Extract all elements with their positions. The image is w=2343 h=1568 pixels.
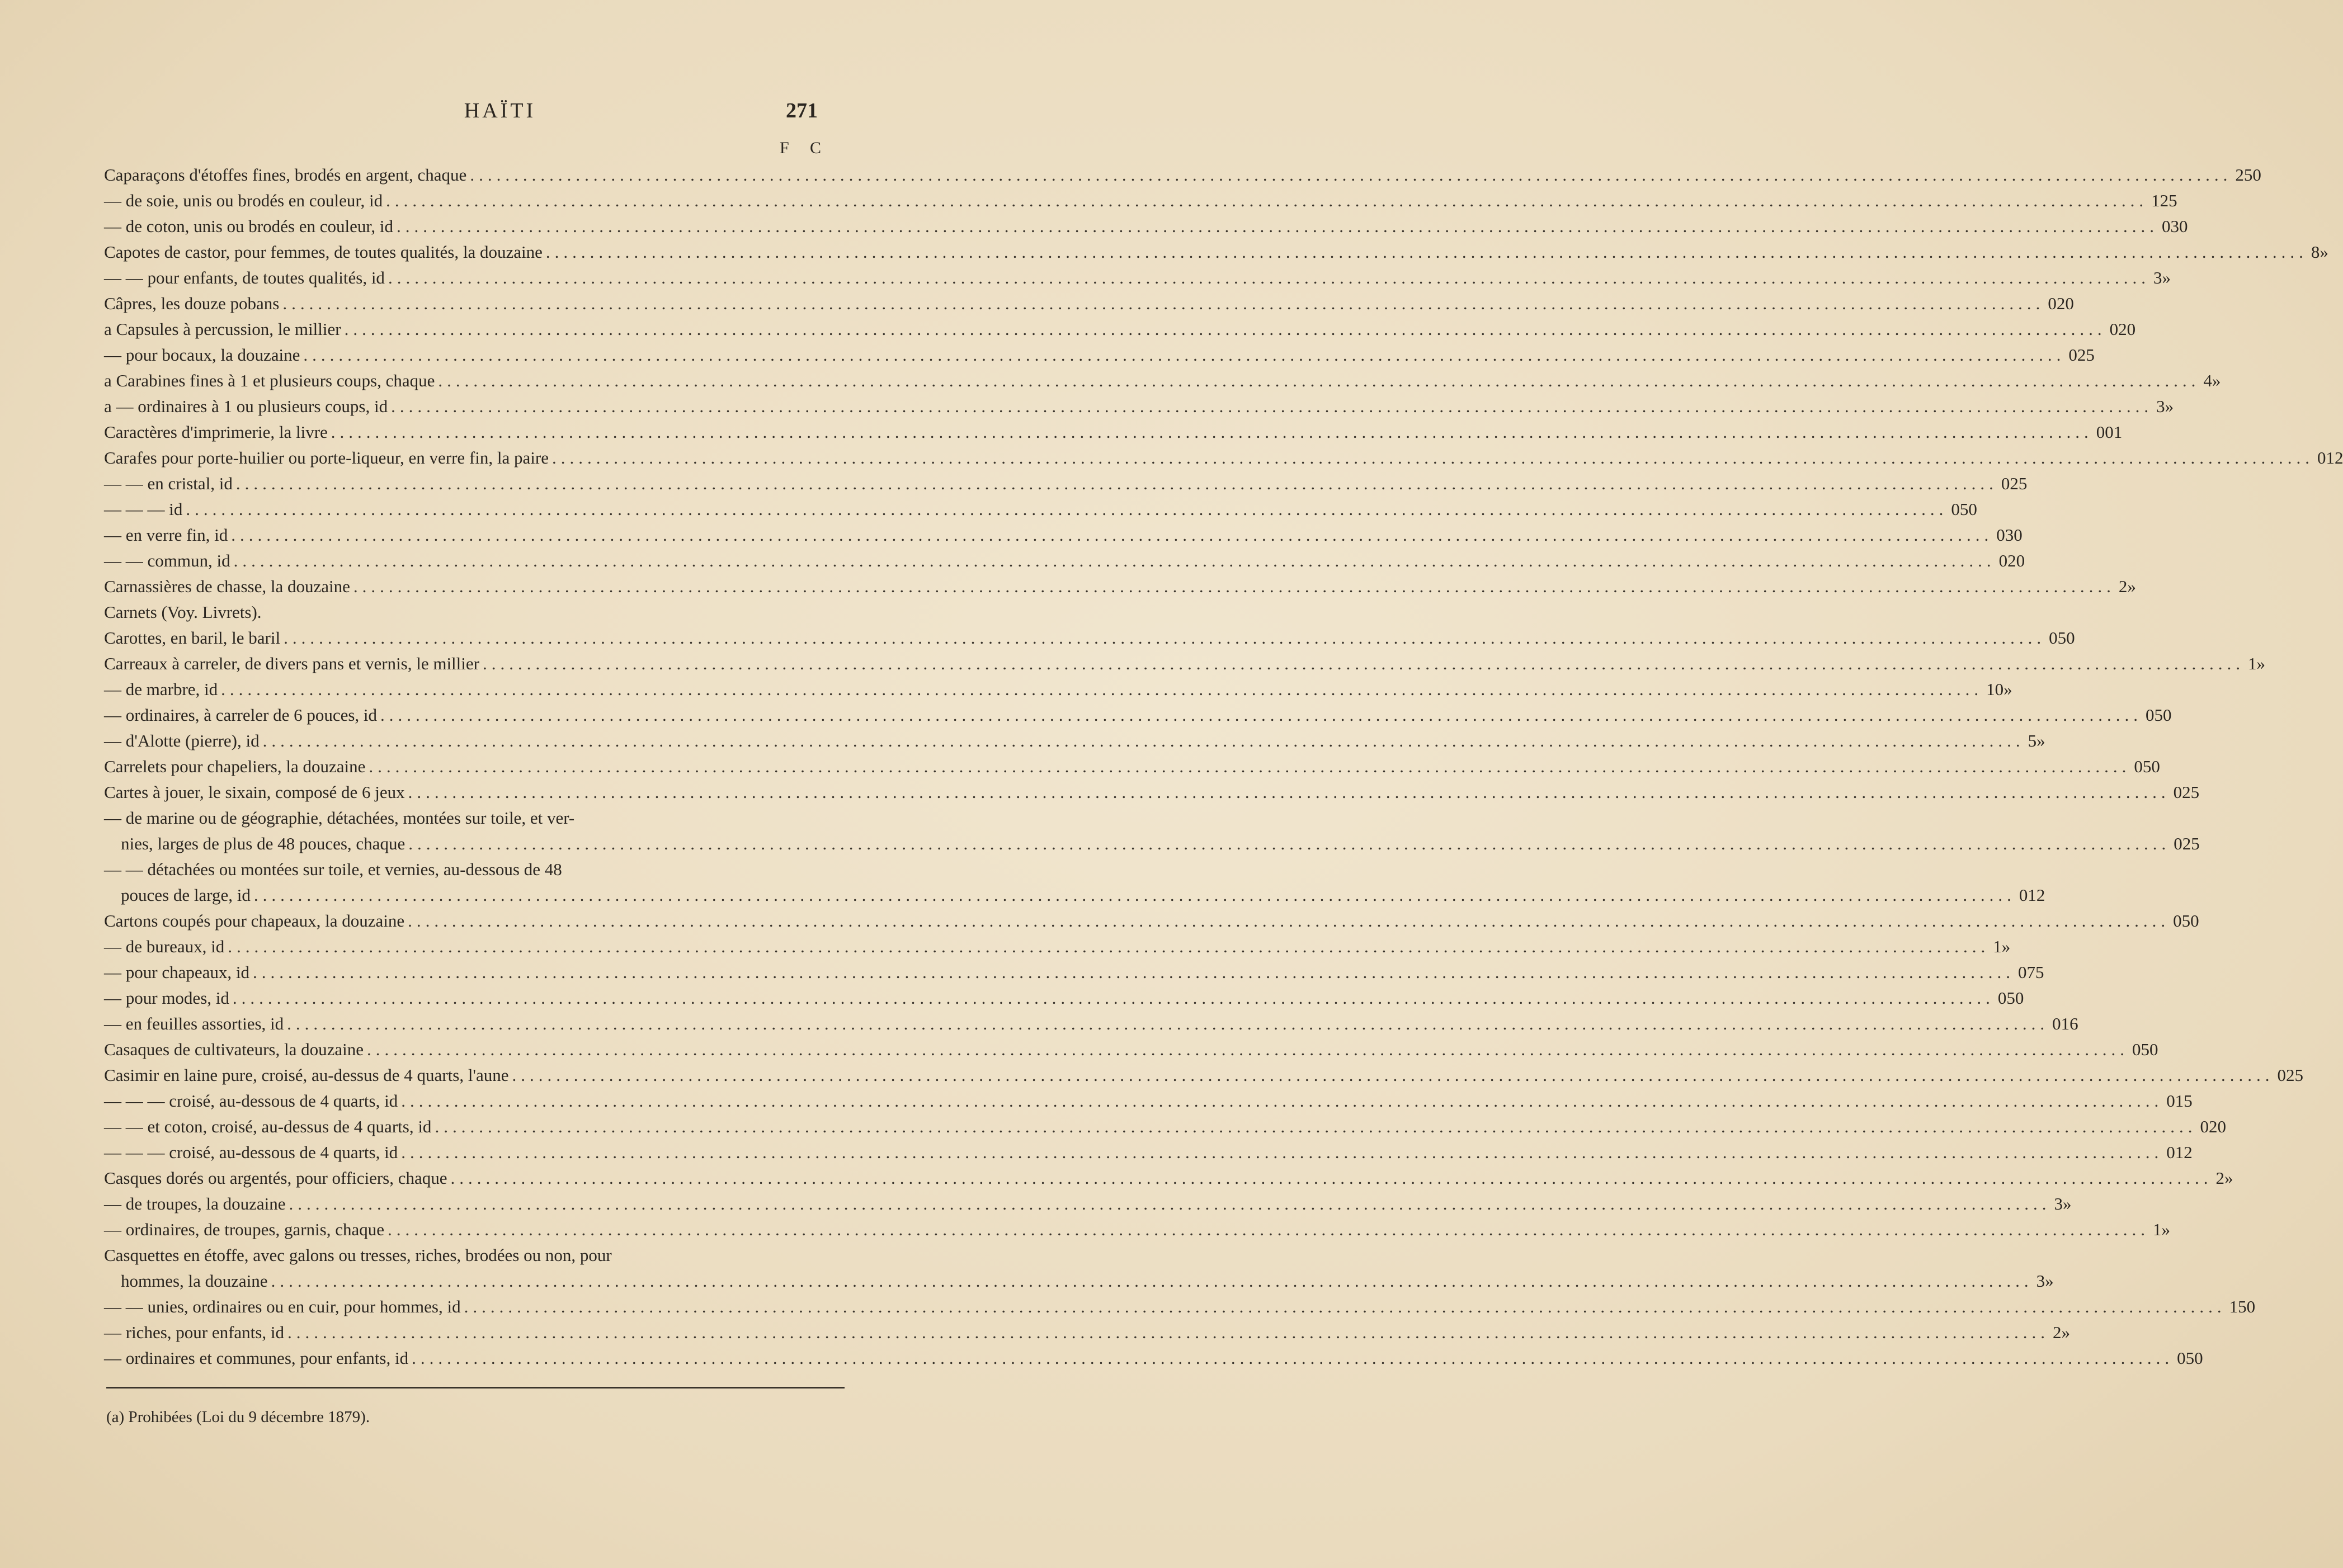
tariff-entry-list	[104, 162, 2343, 1371]
price-centimes: »	[2036, 731, 2045, 750]
price-francs: 0	[2200, 1117, 2209, 1136]
dot-leader: ........................................................................................................................................................................................................	[221, 679, 1983, 699]
tariff-item-text: nies, larges de plus de 48 pouces, chaque	[121, 834, 406, 853]
tariff-item-text: — de bureaux, id	[104, 937, 225, 956]
tariff-item-text: hommes, la douzaine	[121, 1271, 268, 1291]
tariff-item-text: Capotes de castor, pour femmes, de toutes qualités, la douzaine	[104, 242, 543, 262]
price-francs: 0	[2173, 782, 2182, 802]
tariff-item-text: Casimir en laine pure, croisé, au-dessus de 4 quarts, l'aune	[104, 1065, 509, 1085]
tariff-row	[104, 754, 2160, 780]
dot-leader: ........................................................................................................................................................................................................	[228, 937, 1990, 956]
tariff-item-text: Caractères d'imprimerie, la livre	[104, 422, 328, 442]
price-francs: 0	[2134, 757, 2143, 776]
price-centimes: 25	[2286, 1065, 2304, 1085]
price-francs: 3	[2156, 396, 2165, 416]
price-francs: 10	[1986, 679, 2004, 699]
tariff-row	[104, 857, 842, 882]
price-centimes: »	[2001, 937, 2011, 956]
tariff-item-text: — — — croisé, au-dessous de 4 quarts, id	[104, 1091, 398, 1111]
price-centimes: »	[2212, 371, 2221, 390]
price-centimes: 50	[2238, 1297, 2256, 1316]
price-francs: 0	[2017, 962, 2027, 982]
page-number: 271	[786, 99, 818, 122]
tariff-item-text: — en verre fin, id	[104, 525, 228, 545]
price-francs: 0	[2277, 1065, 2287, 1085]
tariff-item-text: — — unies, ordinaires ou en cuir, pour hommes, id	[104, 1297, 461, 1316]
tariff-item-text: — de marbre, id	[104, 679, 218, 699]
tariff-item-text: — — — id	[104, 499, 183, 519]
tariff-item-text: Carreaux à carreler, de divers pans et vernis, le millier	[104, 654, 479, 673]
tariff-row	[104, 445, 2343, 471]
tariff-row	[104, 239, 2328, 265]
dot-leader: ........................................................................................................................................................................................................	[253, 885, 2016, 905]
tariff-row	[104, 985, 2024, 1011]
price-francs: 0	[2166, 1142, 2175, 1162]
tariff-row	[104, 522, 2023, 548]
dot-leader: ........................................................................................................................................................................................................	[289, 1194, 2051, 1213]
tariff-row	[104, 1217, 2171, 1243]
tariff-row	[104, 960, 2044, 985]
price-francs: 1	[2153, 1220, 2162, 1239]
tariff-item-text: — pour bocaux, la douzaine	[104, 345, 300, 365]
dot-leader: ........................................................................................................................................................................................................	[380, 705, 2143, 725]
price-francs: 5	[2028, 731, 2037, 750]
dot-leader: ........................................................................................................................................................................................................	[388, 1220, 2150, 1239]
dot-leader: ........................................................................................................................................................................................................	[287, 1323, 2049, 1342]
price-francs: 4	[2203, 371, 2212, 390]
dot-leader: ........................................................................................................................................................................................................	[551, 448, 2314, 467]
price-francs: 0	[1997, 988, 2007, 1008]
tariff-item-text: Carnassières de chasse, la douzaine	[104, 577, 350, 596]
tariff-item-text: — — — croisé, au-dessous de 4 quarts, id	[104, 1142, 398, 1162]
tariff-row	[104, 1165, 2233, 1191]
dot-leader: ........................................................................................................................................................................................................	[331, 422, 2093, 442]
tariff-row	[104, 1140, 2193, 1165]
tariff-row	[104, 805, 842, 831]
price-francs: 0	[2048, 294, 2057, 313]
price-centimes: 15	[2175, 1091, 2193, 1111]
dot-leader: ........................................................................................................................................................................................................	[284, 628, 2046, 648]
tariff-row	[104, 368, 2221, 394]
tariff-row	[104, 548, 2025, 574]
price-centimes: 12	[2175, 1142, 2193, 1162]
price-francs: 0	[2132, 1040, 2141, 1059]
column-header-francs: F	[780, 139, 789, 157]
running-title: HAÏTI	[464, 99, 536, 122]
tariff-item-text: Caparaçons d'étoffes fines, brodés en argent, chaque	[104, 165, 467, 185]
price-francs: 0	[2317, 448, 2326, 467]
tariff-item-text: — ordinaires, à carreler de 6 pouces, id	[104, 705, 378, 725]
tariff-row	[104, 1062, 2304, 1088]
dot-leader: ........................................................................................................................................................................................................	[303, 345, 2066, 365]
tariff-item-text: a Carabines fines à 1 et plusieurs coups, chaque	[104, 371, 435, 390]
price-centimes: 25	[2182, 834, 2200, 853]
price-francs: 2	[2235, 165, 2244, 185]
tariff-item-text: — ordinaires et communes, pour enfants, id	[104, 1348, 409, 1368]
tariff-item-text: — d'Alotte (pierre), id	[104, 731, 260, 750]
tariff-item-text: — pour modes, id	[104, 988, 229, 1008]
tariff-row	[104, 1243, 842, 1268]
price-centimes: 50	[2154, 705, 2172, 725]
dot-leader: ........................................................................................................................................................................................................	[231, 525, 1993, 545]
price-francs: 3	[2153, 268, 2162, 287]
price-francs: 1	[2151, 191, 2160, 210]
price-centimes: 25	[2182, 782, 2200, 802]
price-centimes: 50	[1959, 499, 1977, 519]
price-centimes: 12	[2326, 448, 2343, 467]
tariff-item-text: — de coton, unis ou brodés en couleur, id	[104, 216, 394, 236]
tariff-item-text: Carrelets pour chapeliers, la douzaine	[104, 757, 366, 776]
tariff-row	[104, 265, 2171, 291]
price-centimes: 50	[2142, 757, 2160, 776]
price-francs: 1	[1993, 937, 2002, 956]
tariff-item-text: Carafes pour porte-huilier ou porte-liqueur, en verre fin, la paire	[104, 448, 549, 467]
tariff-row	[104, 1320, 2070, 1345]
tariff-row	[104, 702, 2172, 728]
dot-leader: ........................................................................................................................................................................................................	[344, 319, 2106, 339]
tariff-row	[104, 419, 2123, 445]
tariff-row	[104, 1011, 2078, 1037]
tariff-row	[104, 780, 2200, 805]
dot-leader: ........................................................................................................................................................................................................	[545, 242, 2308, 262]
price-centimes: 50	[2141, 1040, 2158, 1059]
price-centimes: 12	[2028, 885, 2045, 905]
price-centimes: »	[2224, 1168, 2233, 1188]
price-centimes: 20	[2118, 319, 2136, 339]
price-centimes: »	[2256, 654, 2265, 673]
tariff-row	[104, 471, 2028, 497]
tariff-item-text: pouces de large, id	[121, 885, 251, 905]
price-centimes: 50	[2185, 1348, 2203, 1368]
dot-leader: ........................................................................................................................................................................................................	[512, 1065, 2274, 1085]
price-centimes: »	[2061, 1323, 2070, 1342]
price-francs: 0	[2177, 1348, 2186, 1368]
dot-leader: ........................................................................................................................................................................................................	[438, 371, 2200, 390]
dot-leader: ........................................................................................................................................................................................................	[252, 962, 2015, 982]
tariff-row	[104, 1114, 2226, 1140]
tariff-row	[104, 1345, 2203, 1371]
price-centimes: »	[2127, 577, 2136, 596]
price-francs: 8	[2311, 242, 2320, 262]
tariff-row	[104, 1268, 2054, 1294]
price-centimes: 50	[2243, 165, 2261, 185]
dot-leader: ........................................................................................................................................................................................................	[287, 1014, 2049, 1033]
tariff-item-text: Cartes à jouer, le sixain, composé de 6 jeux	[104, 782, 405, 802]
tariff-row	[104, 677, 2012, 702]
price-francs: 3	[2054, 1194, 2063, 1213]
tariff-row	[104, 342, 2095, 368]
dot-leader: ........................................................................................................................................................................................................	[233, 551, 1996, 570]
price-centimes: 25	[2010, 474, 2028, 493]
tariff-row	[104, 625, 2075, 651]
dot-leader: ........................................................................................................................................................................................................	[412, 1348, 2174, 1368]
dot-leader: ........................................................................................................................................................................................................	[408, 834, 2171, 853]
price-centimes: »	[2003, 679, 2012, 699]
tariff-row	[104, 317, 2136, 342]
tariff-row	[104, 497, 1977, 522]
dot-leader: ........................................................................................................................................................................................................	[235, 474, 1998, 493]
tariff-item-text: — de troupes, la douzaine	[104, 1194, 286, 1213]
tariff-row	[104, 831, 2200, 857]
tariff-item-text: a — ordinaires à 1 ou plusieurs coups, id	[104, 396, 388, 416]
tariff-item-text: — pour chapeaux, id	[104, 962, 249, 982]
dot-leader: ........................................................................................................................................................................................................	[262, 731, 2025, 750]
price-francs: 1	[2247, 654, 2257, 673]
tariff-row	[104, 651, 2265, 677]
tariff-item-text: Câpres, les douze pobans	[104, 294, 280, 313]
tariff-item-text: — en feuilles assorties, id	[104, 1014, 284, 1033]
dot-leader: ........................................................................................................................................................................................................	[470, 165, 2232, 185]
price-francs: 1	[2229, 1297, 2238, 1316]
dot-leader: ........................................................................................................................................................................................................	[408, 911, 2170, 931]
price-francs: 3	[2036, 1271, 2045, 1291]
dot-leader: ........................................................................................................................................................................................................	[386, 191, 2148, 210]
tariff-item-text: Casques dorés ou argentés, pour officiers, chaque	[104, 1168, 447, 1188]
tariff-row	[104, 728, 2045, 754]
tariff-row	[104, 574, 2136, 599]
price-centimes: 16	[2061, 1014, 2078, 1033]
price-centimes: 25	[2077, 345, 2095, 365]
tariff-row	[104, 1088, 2193, 1114]
price-francs: 0	[2162, 216, 2171, 236]
tariff-item-text: — de soie, unis ou brodés en couleur, id	[104, 191, 383, 210]
price-francs: 0	[2173, 911, 2182, 931]
price-francs: 0	[2052, 1014, 2061, 1033]
dot-leader: ........................................................................................................................................................................................................	[408, 782, 2170, 802]
price-francs: 2	[2118, 577, 2128, 596]
price-centimes: 25	[2160, 191, 2177, 210]
tariff-row	[104, 394, 2174, 419]
tariff-item-text: — riches, pour enfants, id	[104, 1323, 284, 1342]
tariff-item-text: — — commun, id	[104, 551, 230, 570]
price-centimes: »	[2161, 1220, 2171, 1239]
tariff-item-text: — — détachées ou montées sur toile, et vernies, au-dessous de 48	[104, 859, 562, 879]
price-centimes: »	[2045, 1271, 2054, 1291]
tariff-row	[104, 188, 2177, 214]
price-francs: 0	[2146, 705, 2155, 725]
price-francs: 0	[2166, 1091, 2175, 1111]
price-francs: 0	[1951, 499, 1960, 519]
tariff-row	[104, 1294, 2256, 1320]
dot-leader: ........................................................................................................................................................................................................	[271, 1271, 2033, 1291]
tariff-item-text: — — pour enfants, de toutes qualités, id	[104, 268, 385, 287]
tariff-item-text: Casaques de cultivateurs, la douzaine	[104, 1040, 364, 1059]
price-centimes: 20	[2208, 1117, 2226, 1136]
dot-leader: ........................................................................................................................................................................................................	[366, 1040, 2129, 1059]
tariff-item-text: Carottes, en baril, le baril	[104, 628, 281, 648]
dot-leader: ........................................................................................................................................................................................................	[186, 499, 1948, 519]
price-francs: 2	[2215, 1168, 2225, 1188]
tariff-row	[104, 599, 842, 625]
price-centimes: 75	[2026, 962, 2044, 982]
tariff-item-text: — — en cristal, id	[104, 474, 233, 493]
dot-leader: ........................................................................................................................................................................................................	[232, 988, 1995, 1008]
price-centimes: »	[2063, 1194, 2072, 1213]
dot-leader: ........................................................................................................................................................................................................	[282, 294, 2045, 313]
price-centimes: »	[2165, 396, 2174, 416]
price-centimes: »	[2162, 268, 2171, 287]
dot-leader: ........................................................................................................................................................................................................	[482, 654, 2245, 673]
tariff-row	[104, 162, 2261, 188]
tariff-row	[104, 1191, 2072, 1217]
dot-leader: ........................................................................................................................................................................................................	[397, 216, 2159, 236]
dot-leader: ........................................................................................................................................................................................................	[401, 1142, 2163, 1162]
dot-leader: ........................................................................................................................................................................................................	[464, 1297, 2226, 1316]
dot-leader: ........................................................................................................................................................................................................	[450, 1168, 2213, 1188]
tariff-item-text: — de marine ou de géographie, détachées, montées sur toile, et ver-	[104, 808, 575, 828]
dot-leader: ........................................................................................................................................................................................................	[435, 1117, 2197, 1136]
price-francs: 0	[1996, 525, 2005, 545]
dot-leader: ........................................................................................................................................................................................................	[369, 757, 2131, 776]
tariff-item-text: Cartons coupés pour chapeaux, la douzaine	[104, 911, 405, 931]
price-centimes: 50	[2006, 988, 2024, 1008]
dot-leader: ........................................................................................................................................................................................................	[401, 1091, 2163, 1111]
price-francs: 0	[2096, 422, 2105, 442]
tariff-row	[104, 291, 2074, 317]
price-centimes: 01	[2105, 422, 2123, 442]
price-francs: 0	[2068, 345, 2077, 365]
price-francs: 0	[2049, 628, 2058, 648]
tariff-item-text: a Capsules à percussion, le millier	[104, 319, 341, 339]
price-francs: 2	[2052, 1323, 2062, 1342]
tariff-item-text: Carnets (Voy. Livrets).	[104, 602, 262, 622]
price-centimes: »	[2320, 242, 2328, 262]
price-centimes: 50	[2181, 911, 2199, 931]
tariff-item-text: — ordinaires, de troupes, garnis, chaque	[104, 1220, 385, 1239]
price-centimes: 20	[2056, 294, 2074, 313]
tariff-item-text: — — et coton, croisé, au-dessus de 4 quarts, id	[104, 1117, 432, 1136]
price-francs: 0	[2019, 885, 2028, 905]
price-centimes: 50	[2057, 628, 2075, 648]
dot-leader: ........................................................................................................................................................................................................	[388, 268, 2150, 287]
column-header-centimes: C	[810, 139, 822, 157]
price-francs: 0	[1998, 551, 2008, 570]
footnote: (a) Prohibées (Loi du 9 décembre 1879).	[106, 1408, 370, 1426]
price-centimes: 20	[2007, 551, 2025, 570]
price-centimes: 30	[2005, 525, 2023, 545]
tariff-row	[104, 1037, 2158, 1062]
tariff-row	[104, 214, 2188, 239]
price-francs: 0	[2001, 474, 2010, 493]
footnote-rule	[106, 1387, 845, 1388]
dot-leader: ........................................................................................................................................................................................................	[391, 396, 2153, 416]
tariff-row	[104, 934, 2011, 960]
tariff-row	[104, 908, 2199, 934]
price-francs: 0	[2109, 319, 2119, 339]
price-centimes: 30	[2170, 216, 2188, 236]
dot-leader: ........................................................................................................................................................................................................	[353, 577, 2115, 596]
tariff-item-text: Casquettes en étoffe, avec galons ou tresses, riches, brodées ou non, pour	[104, 1245, 612, 1265]
tariff-row	[104, 882, 2045, 908]
price-francs: 0	[2174, 834, 2182, 853]
